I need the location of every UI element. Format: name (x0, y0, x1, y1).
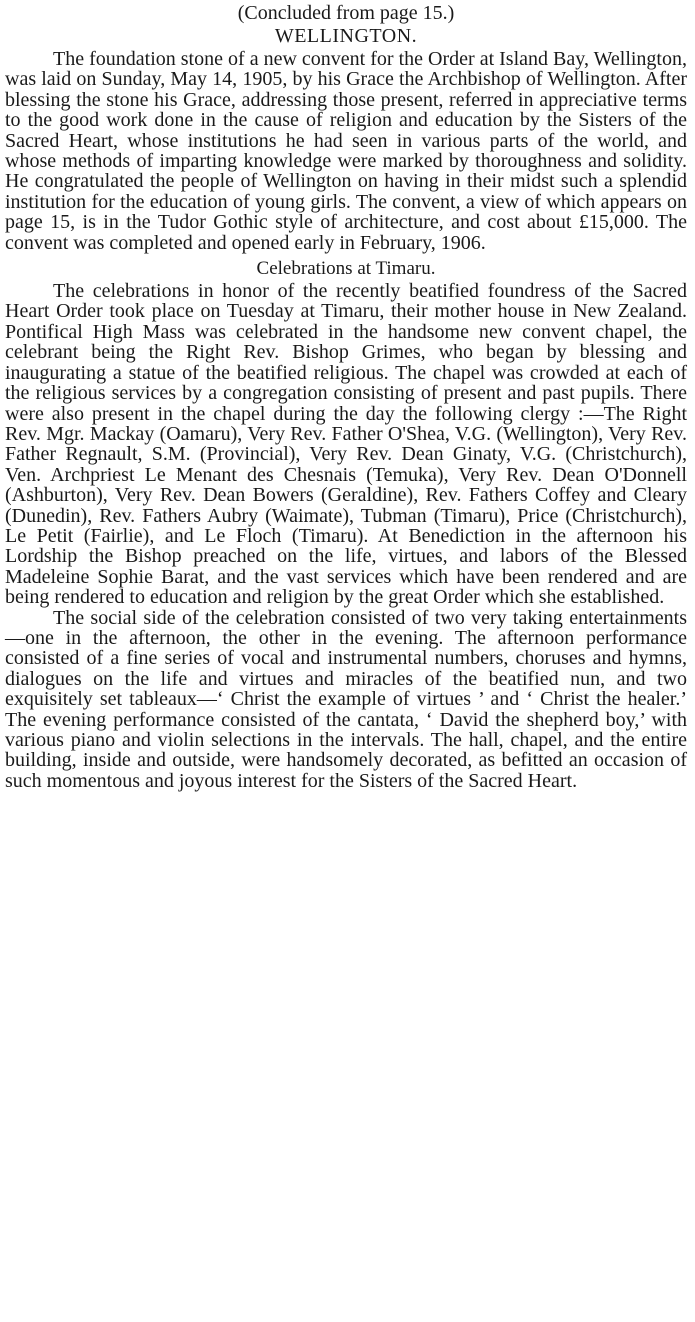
section-heading: Celebrations at Timaru. (256, 258, 436, 280)
paragraph-social-side: The social side of the celebration consisted of two very taking entertainments—one in the afternoon, the other in the evening. The afternoon performance consisted of a fine series of vocal and instrumental numbers, choruses and hymns, dialogues on the life and virtues and miracles of the beatified nun, and two exquisitely set tableaux—‘ Christ the example of virtues ’ and ‘ Christ the healer.’ The evening performance consisted of the cantata, ‘ David the shepherd boy,’ with various piano and violin selections in the intervals. The hall, chapel, and the entire building, inside and outside, were handsomely decorated, as befitted an occasion of such momentous and joyous interest for the Sisters of the Sacred Heart. (5, 606, 687, 792)
paragraph-foundation-stone: The foundation stone of a new convent for the Order at Island Bay, Wellington, was laid on Sunday, May 14, 1905, by his Grace the Archbishop of Wellington. After blessing the stone his Grace, addressing those present, referred in appreciative terms to the good work done in the cause of religion and education by the Sisters of the Sacred Heart, whose institutions he had seen in various parts of the world, and whose methods of imparting knowledge were marked by thoroughness and solidity. He congratulated the people of Wellington on having in their midst such a splendid institution for the education of young girls. The convent, a view of which appears on page 15, is in the Tudor Gothic style of architecture, and cost about £15,000. The convent was completed and opened early in February, 1906. (5, 48, 687, 254)
continuation-note: (Concluded from page 15.) (237, 2, 455, 24)
paragraph-celebrations: The celebrations in honor of the recently beatified foundress of the Sacred Heart Order took place on Tuesday at Timaru, their mother house in New Zealand. Pontifical High Mass was celebrated in the handsome new convent chapel, the celebrant being the Right Rev. Bishop Grimes, who began by blessing and inaugurating a statue of the beatified religious. The chapel was crowded at each of the religious services by a congregation consisting of present and past pupils. There were also present in the chapel during the day the following clergy :—The Right Rev. Mgr. Mackay (Oamaru), Very Rev. Father O'Shea, V.G. (Wellington), Very Rev. Father Regnault, S.M. (Provincial), Very Rev. Dean Ginaty, V.G. (Christchurch), Ven. Archpriest Le Menant des Chesnais (Temuka), Very Rev. Dean O'Donnell (Ashburton), Very Rev. Dean Bowers (Geraldine), Rev. Fathers Coffey and Cleary (Dunedin), Rev. Fathers Aubry (Waimate), Tubman (Timaru), Price (Christchurch), Le Petit (Fairlie), and Le Floch (Timaru). At Benediction in the afternoon his Lordship the Bishop preached on the life, virtues, and labors of the Blessed Madeleine Sophie Barat, and the vast services which have been rendered and are being rendered to education and religion by the great Order which she established. (5, 280, 687, 609)
article-title: WELLINGTON. (274, 25, 418, 47)
